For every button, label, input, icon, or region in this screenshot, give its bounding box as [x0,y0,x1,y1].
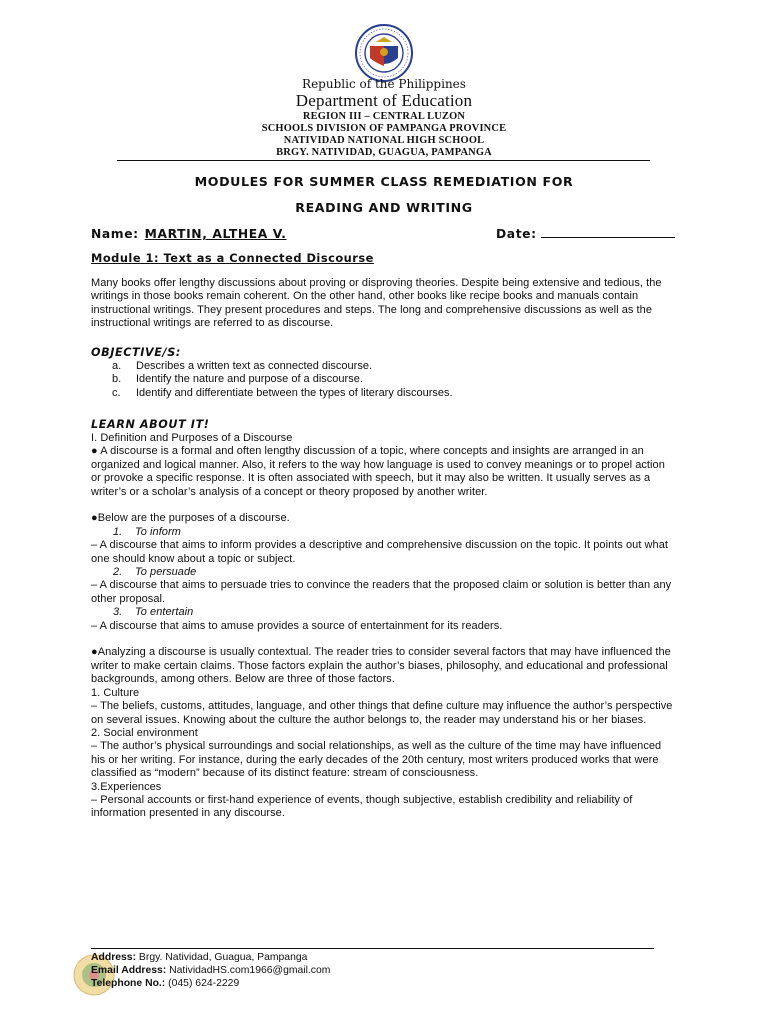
definition-paragraph: ● A discourse is a formal and often lengthy discussion of a topic, where concepts and insights are arranged in an organized and logical manner. Also, it refers to the way how language is used to convey meanings or to propel action or provoke a specific response. It is often associated with speech, but it may also be written. It usually serves as a writer’s or a scholar’s analysis of a concept or theory proposed by another writer. [91,445,665,498]
region-line: REGION III – CENTRAL LUZON [302,111,466,122]
purpose-label: 1. To inform [113,525,181,538]
factor-title: 3.Experiences [91,780,162,793]
objective-text: Describes a written text as connected discourse. [136,360,373,372]
analyzing-paragraph: ●Analyzing a discourse is usually contextual. The reader tries to consider several factors that may have influenced the writer to make certain claims. Those factors explain the author’s biases, philosophy, and educational and professional backgrounds, among others. Below are three of those factors. [91,646,671,686]
objectives-heading: OBJECTIVE/S: [91,346,181,359]
name-row [91,227,287,241]
objective-letter: c. [112,386,121,399]
objective-item [112,360,453,373]
letterhead-divider [117,160,650,161]
deped-seal-logo [340,24,428,82]
republic-line: Republic of the Philippines [302,77,466,91]
purpose-label: 2. To persuade [113,566,197,579]
factor-description: – The beliefs, customs, attitudes, language, and other things that define culture may influence the author’s perspective on several issues. Knowing about the culture the author belongs to, the reader may understand his or her biases. [91,700,673,726]
purposes-intro: ●Below are the purposes of a discourse. [91,512,290,525]
date-label: Date: [496,227,537,241]
date-blank-line [541,227,675,238]
objective-text: Identify and differentiate between the types of literary discourses. [136,386,453,399]
factor-title: 1. Culture [91,686,140,699]
objectives-list [112,360,453,400]
module-title-line-2: READING AND WRITING [295,200,473,215]
objective-item [112,387,453,400]
factor-title: 2. Social environment [91,726,198,739]
purpose-label: 3. To entertain [113,606,194,619]
objective-text: Identify the nature and purpose of a discourse. [136,373,363,386]
school-address-line: BRGY. NATIVIDAD, GUAGUA, PAMPANGA [276,147,492,158]
module-heading: Module 1: Text as a Connected Discourse [91,251,374,265]
footer-contact [91,951,330,990]
footer-address: Address: Brgy. Natividad, Guagua, Pampanga [91,952,308,963]
objective-letter: a. [112,360,122,372]
date-row [496,227,675,241]
student-name: MARTIN, ALTHEA V. [144,227,287,241]
section-title: I. Definition and Purposes of a Discourse [91,432,293,444]
intro-paragraph: Many books offer lengthy discussions about proving or disproving theories. Despite being extensive and tedious, the writings in those books remain coherent. On the other hand, other books like recipe books and manuals contain instructional writings. They present procedures and steps. The long and comprehensive discussions as well as the instructional writings are referred to as discourse. [91,277,662,330]
objective-letter: b. [112,373,122,386]
module-title-line-1: MODULES FOR SUMMER CLASS REMEDIATION FOR [194,174,574,189]
footer-phone: Telephone No.: (045) 624-2229 [91,978,240,989]
school-line: NATIVIDAD NATIONAL HIGH SCHOOL [283,135,485,146]
purpose-description: – A discourse that aims to amuse provides a source of entertainment for its readers. [91,619,503,632]
factor-description: – The author’s physical surroundings and social relationships, as well as the culture of the time may have influenced his or her writing. For instance, during the early decades of the 20th century, most writers produced works that were classified as “modern” because of its distinct feature: stream of consciousness. [91,740,662,780]
department-title: Department of Education [295,91,473,110]
division-line: SCHOOLS DIVISION OF PAMPANGA PROVINCE [261,123,507,134]
factor-description: – Personal accounts or first-hand experience of events, though subjective, establish credibility and reliability of information presented in any discourse. [91,793,633,820]
purpose-description: – A discourse that aims to inform provides a descriptive and comprehensive discussion on the topic. It points out what one should know about a topic or subject. [91,539,668,565]
footer-email: Email Address: NatividadHS.com1966@gmail.com [91,965,331,976]
objective-item [112,373,453,386]
learn-section [91,432,676,821]
footer-divider [91,948,654,949]
learn-heading: LEARN ABOUT IT! [91,418,210,431]
purpose-description: – A discourse that aims to persuade tries to convince the readers that the proposed claim or solution is better than any other proposal. [91,579,672,605]
name-label: Name: [91,227,139,241]
